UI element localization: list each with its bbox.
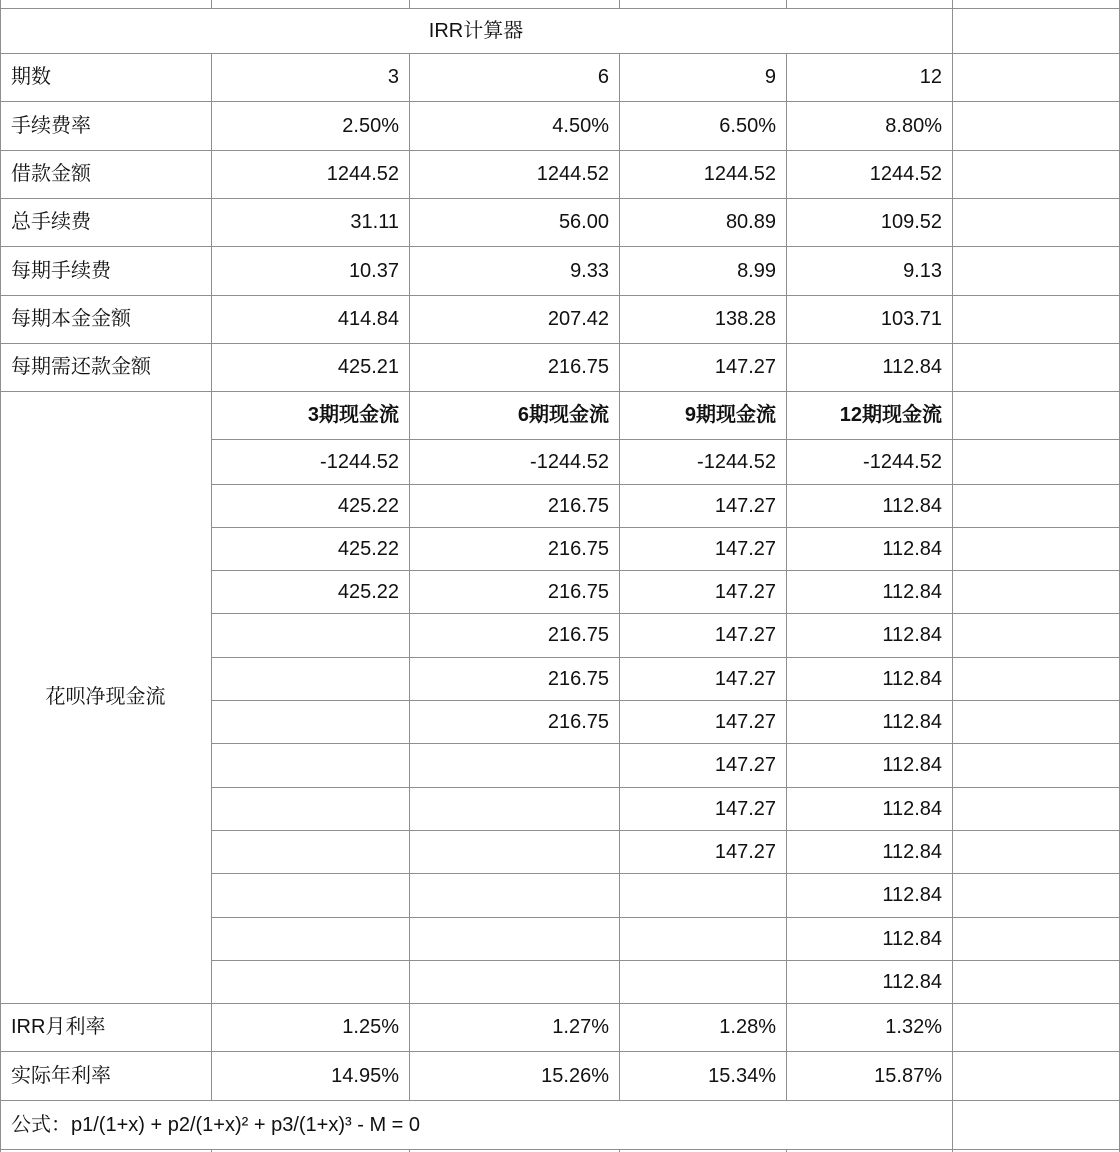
cashflow-cell[interactable] bbox=[786, 830, 952, 873]
summary-cell[interactable] bbox=[786, 101, 952, 150]
cashflow-cell[interactable] bbox=[409, 787, 619, 830]
summary-cell-text: 147.27 bbox=[714, 356, 776, 378]
cashflow-cell[interactable] bbox=[786, 960, 952, 1003]
summary-cell-text: 4.50% bbox=[552, 114, 609, 137]
cashflow-cell[interactable] bbox=[786, 700, 952, 743]
row-label-text: 总手续费 bbox=[11, 211, 91, 233]
cashflow-cell-text: 216.75 bbox=[547, 494, 609, 517]
cashflow-cell[interactable] bbox=[619, 873, 786, 917]
cashflow-cell[interactable] bbox=[211, 960, 409, 1003]
empty-cell[interactable] bbox=[952, 246, 1120, 295]
row-label[interactable] bbox=[0, 150, 211, 198]
row-label[interactable] bbox=[0, 101, 211, 150]
cashflow-header-text: 6期现金流 bbox=[517, 404, 609, 426]
cashflow-cell[interactable] bbox=[619, 484, 786, 527]
cashflow-cell[interactable] bbox=[786, 657, 952, 700]
summary-cell-text: 31.11 bbox=[350, 211, 399, 233]
empty-cell[interactable] bbox=[952, 101, 1120, 150]
summary-cell[interactable] bbox=[786, 246, 952, 295]
cashflow-cell[interactable] bbox=[211, 787, 409, 830]
cashflow-cell-text: 112.84 bbox=[882, 710, 942, 733]
result-cell[interactable] bbox=[786, 1003, 952, 1051]
cashflow-cell-text: 112.84 bbox=[882, 754, 942, 776]
summary-cell[interactable] bbox=[409, 101, 619, 150]
cashflow-header[interactable] bbox=[619, 391, 786, 439]
summary-cell[interactable] bbox=[619, 246, 786, 295]
cashflow-cell-text: 216.75 bbox=[547, 537, 609, 560]
cashflow-cell-text: 147.27 bbox=[714, 624, 776, 646]
summary-cell-text: 10.37 bbox=[348, 259, 399, 282]
summary-cell-text: 207.42 bbox=[547, 308, 609, 330]
cashflow-cell[interactable] bbox=[786, 743, 952, 787]
cashflow-cell[interactable] bbox=[409, 484, 619, 527]
cashflow-cell[interactable] bbox=[211, 484, 409, 527]
cashflow-cell-text: 112.84 bbox=[882, 494, 942, 517]
summary-cell-text: 109.52 bbox=[880, 211, 942, 233]
cashflow-cell[interactable] bbox=[409, 613, 619, 657]
summary-cell-text: 9.13 bbox=[903, 259, 942, 282]
cashflow-cell-text: 216.75 bbox=[547, 710, 609, 733]
result-cell[interactable] bbox=[619, 1051, 786, 1100]
empty-cell[interactable] bbox=[952, 53, 1120, 101]
cashflow-cell-text: -1244.52 bbox=[320, 450, 399, 473]
cashflow-cell-text: 112.84 bbox=[882, 537, 942, 560]
cashflow-label[interactable] bbox=[0, 391, 211, 1003]
cashflow-cell[interactable] bbox=[409, 873, 619, 917]
period-value-text: 6 bbox=[597, 66, 609, 88]
cashflow-header[interactable] bbox=[211, 391, 409, 439]
cashflow-cell[interactable] bbox=[786, 484, 952, 527]
result-cell[interactable] bbox=[409, 1051, 619, 1100]
row-label-text: 实际年利率 bbox=[11, 1064, 111, 1087]
summary-cell[interactable] bbox=[211, 101, 409, 150]
cashflow-cell[interactable] bbox=[619, 657, 786, 700]
row-label[interactable] bbox=[0, 1051, 211, 1100]
cashflow-cell[interactable] bbox=[786, 527, 952, 570]
cashflow-header[interactable] bbox=[786, 391, 952, 439]
cashflow-cell-text: 425.22 bbox=[337, 537, 399, 560]
cashflow-cell[interactable] bbox=[211, 657, 409, 700]
result-cell-text: 1.27% bbox=[552, 1016, 609, 1038]
cashflow-cell[interactable] bbox=[211, 439, 409, 484]
cashflow-cell-text: 147.27 bbox=[714, 580, 776, 603]
result-cell-text: 15.26% bbox=[541, 1064, 609, 1087]
cashflow-cell[interactable] bbox=[786, 873, 952, 917]
grid-line-vertical bbox=[409, 0, 410, 8]
cashflow-cell[interactable] bbox=[409, 700, 619, 743]
summary-cell[interactable] bbox=[619, 101, 786, 150]
summary-cell[interactable] bbox=[211, 343, 409, 391]
cashflow-cell-text: 147.27 bbox=[714, 537, 776, 560]
row-label-text: 借款金额 bbox=[11, 163, 91, 185]
cashflow-cell[interactable] bbox=[786, 613, 952, 657]
summary-cell[interactable] bbox=[786, 343, 952, 391]
cashflow-cell-text: 112.84 bbox=[882, 970, 942, 993]
row-label-text: IRR月利率 bbox=[11, 1016, 106, 1038]
result-cell-text: 15.87% bbox=[874, 1064, 942, 1087]
summary-cell[interactable] bbox=[409, 295, 619, 343]
cashflow-cell[interactable] bbox=[786, 570, 952, 613]
result-cell[interactable] bbox=[409, 1003, 619, 1051]
cashflow-cell-text: 112.84 bbox=[882, 927, 942, 950]
result-cell[interactable] bbox=[211, 1051, 409, 1100]
cashflow-cell-text: 112.84 bbox=[882, 884, 942, 906]
summary-cell[interactable] bbox=[409, 150, 619, 198]
period-value[interactable] bbox=[409, 53, 619, 101]
result-cell-text: 14.95% bbox=[331, 1064, 399, 1087]
cashflow-cell[interactable] bbox=[619, 700, 786, 743]
summary-cell-text: 112.84 bbox=[882, 356, 942, 378]
cashflow-cell[interactable] bbox=[786, 439, 952, 484]
cashflow-cell-text: 147.27 bbox=[714, 710, 776, 733]
cashflow-cell-text: 112.84 bbox=[882, 840, 942, 863]
summary-cell-text: 6.50% bbox=[719, 114, 776, 137]
cashflow-cell[interactable] bbox=[619, 613, 786, 657]
grid-line-vertical bbox=[211, 0, 212, 8]
grid-line-vertical bbox=[786, 0, 787, 8]
summary-cell-text: 425.21 bbox=[337, 356, 399, 378]
cashflow-cell[interactable] bbox=[786, 787, 952, 830]
cashflow-cell[interactable] bbox=[619, 743, 786, 787]
cashflow-cell-text: 147.27 bbox=[714, 754, 776, 776]
cashflow-cell-text: 425.22 bbox=[337, 580, 399, 603]
summary-cell-text: 80.89 bbox=[725, 211, 776, 233]
summary-cell-text: 56.00 bbox=[558, 211, 609, 233]
summary-cell[interactable] bbox=[211, 198, 409, 246]
summary-cell[interactable] bbox=[211, 246, 409, 295]
summary-cell[interactable] bbox=[211, 150, 409, 198]
result-cell-text: 1.28% bbox=[719, 1016, 776, 1038]
cashflow-header-text: 9期现金流 bbox=[684, 404, 776, 426]
cashflow-cell-text: -1244.52 bbox=[863, 450, 942, 473]
cashflow-cell[interactable] bbox=[619, 917, 786, 960]
cashflow-cell[interactable] bbox=[409, 830, 619, 873]
cashflow-cell-text: -1244.52 bbox=[697, 450, 776, 473]
sheet-title[interactable] bbox=[0, 8, 952, 53]
row-label-text: 每期手续费 bbox=[11, 259, 111, 282]
empty-cell[interactable] bbox=[952, 343, 1120, 391]
formula-text-text: 公式：p1/(1+x) + p2/(1+x)² + p3/(1+x)³ - M = 0 bbox=[11, 1113, 421, 1136]
period-value[interactable] bbox=[619, 53, 786, 101]
summary-cell-text: 8.99 bbox=[737, 259, 776, 282]
cashflow-cell-text: 216.75 bbox=[547, 667, 609, 690]
result-cell[interactable] bbox=[786, 1051, 952, 1100]
cashflow-cell-text: 112.84 bbox=[882, 797, 942, 820]
cashflow-cell-text: 112.84 bbox=[882, 624, 942, 646]
summary-cell[interactable] bbox=[786, 295, 952, 343]
summary-cell-text: 414.84 bbox=[337, 308, 399, 330]
summary-cell-text: 1244.52 bbox=[536, 163, 609, 185]
period-value-text: 9 bbox=[764, 66, 776, 88]
empty-cell[interactable] bbox=[952, 150, 1120, 198]
row-label-text: 手续费率 bbox=[11, 114, 91, 137]
grid-line-vertical bbox=[619, 0, 620, 8]
cashflow-cell[interactable] bbox=[211, 613, 409, 657]
cashflow-cell[interactable] bbox=[786, 917, 952, 960]
summary-cell[interactable] bbox=[409, 246, 619, 295]
cashflow-cell-text: 112.84 bbox=[882, 580, 942, 603]
summary-cell-text: 1244.52 bbox=[869, 163, 942, 185]
cashflow-cell-text: 425.22 bbox=[337, 494, 399, 517]
cashflow-header[interactable] bbox=[409, 391, 619, 439]
cashflow-cell-text: -1244.52 bbox=[530, 450, 609, 473]
summary-cell[interactable] bbox=[619, 295, 786, 343]
cashflow-cell[interactable] bbox=[211, 830, 409, 873]
summary-cell[interactable] bbox=[619, 343, 786, 391]
empty-cell[interactable] bbox=[952, 8, 1120, 53]
cashflow-cell[interactable] bbox=[211, 700, 409, 743]
cashflow-cell-text: 147.27 bbox=[714, 667, 776, 690]
cashflow-cell-text: 147.27 bbox=[714, 797, 776, 820]
cashflow-cell[interactable] bbox=[619, 960, 786, 1003]
formula-text[interactable] bbox=[0, 1100, 952, 1149]
row-label[interactable] bbox=[0, 343, 211, 391]
cashflow-cell-text: 216.75 bbox=[547, 624, 609, 646]
cashflow-cell[interactable] bbox=[211, 527, 409, 570]
result-cell-text: 1.32% bbox=[885, 1016, 942, 1038]
row-label[interactable] bbox=[0, 198, 211, 246]
summary-cell-text: 8.80% bbox=[885, 114, 942, 137]
row-label[interactable] bbox=[0, 246, 211, 295]
period-value-text: 12 bbox=[919, 66, 942, 88]
summary-cell-text: 216.75 bbox=[547, 356, 609, 378]
cashflow-header-text: 12期现金流 bbox=[839, 404, 942, 426]
cashflow-cell[interactable] bbox=[409, 743, 619, 787]
summary-cell[interactable] bbox=[786, 150, 952, 198]
period-value-text: 3 bbox=[387, 66, 399, 88]
period-value[interactable] bbox=[211, 53, 409, 101]
summary-cell[interactable] bbox=[409, 198, 619, 246]
row-label[interactable] bbox=[0, 295, 211, 343]
summary-cell[interactable] bbox=[786, 198, 952, 246]
period-value[interactable] bbox=[786, 53, 952, 101]
result-cell-text: 1.25% bbox=[342, 1016, 399, 1038]
summary-cell-text: 138.28 bbox=[714, 308, 776, 330]
cashflow-cell[interactable] bbox=[619, 527, 786, 570]
row-label-text: 每期本金金额 bbox=[11, 308, 131, 330]
cashflow-cell[interactable] bbox=[211, 570, 409, 613]
summary-cell-text: 103.71 bbox=[880, 308, 942, 330]
cashflow-header-text: 3期现金流 bbox=[307, 404, 399, 426]
empty-cell[interactable] bbox=[952, 198, 1120, 246]
row-label-periods[interactable] bbox=[0, 53, 211, 101]
summary-cell[interactable] bbox=[211, 295, 409, 343]
cashflow-cell[interactable] bbox=[619, 570, 786, 613]
summary-cell-text: 9.33 bbox=[570, 259, 609, 282]
cashflow-label-text: 花呗净现金流 bbox=[45, 686, 166, 708]
cashflow-cell[interactable] bbox=[619, 830, 786, 873]
cashflow-cell[interactable] bbox=[211, 743, 409, 787]
row-label[interactable] bbox=[0, 1003, 211, 1051]
row-label-periods-text: 期数 bbox=[11, 66, 51, 88]
result-cell[interactable] bbox=[211, 1003, 409, 1051]
cashflow-cell[interactable] bbox=[409, 917, 619, 960]
summary-cell[interactable] bbox=[619, 150, 786, 198]
sheet-title-text: IRR计算器 bbox=[428, 19, 524, 42]
summary-cell[interactable] bbox=[619, 198, 786, 246]
cashflow-cell[interactable] bbox=[409, 570, 619, 613]
cashflow-cell-text: 147.27 bbox=[714, 494, 776, 517]
cashflow-cell-text: 112.84 bbox=[882, 667, 942, 690]
cashflow-cell[interactable] bbox=[619, 787, 786, 830]
summary-cell-text: 2.50% bbox=[342, 114, 399, 137]
result-cell-text: 15.34% bbox=[708, 1064, 776, 1087]
cashflow-cell[interactable] bbox=[211, 917, 409, 960]
result-cell[interactable] bbox=[619, 1003, 786, 1051]
summary-cell[interactable] bbox=[409, 343, 619, 391]
cashflow-cell[interactable] bbox=[409, 960, 619, 1003]
cashflow-cell-text: 216.75 bbox=[547, 580, 609, 603]
cashflow-cell[interactable] bbox=[211, 873, 409, 917]
row-label-text: 每期需还款金额 bbox=[11, 356, 151, 378]
cashflow-cell-text: 147.27 bbox=[714, 840, 776, 863]
summary-cell-text: 1244.52 bbox=[703, 163, 776, 185]
cashflow-cell[interactable] bbox=[409, 657, 619, 700]
empty-cell[interactable] bbox=[952, 295, 1120, 343]
summary-cell-text: 1244.52 bbox=[326, 163, 399, 185]
cashflow-cell[interactable] bbox=[409, 439, 619, 484]
cashflow-cell[interactable] bbox=[619, 439, 786, 484]
cashflow-cell[interactable] bbox=[409, 527, 619, 570]
